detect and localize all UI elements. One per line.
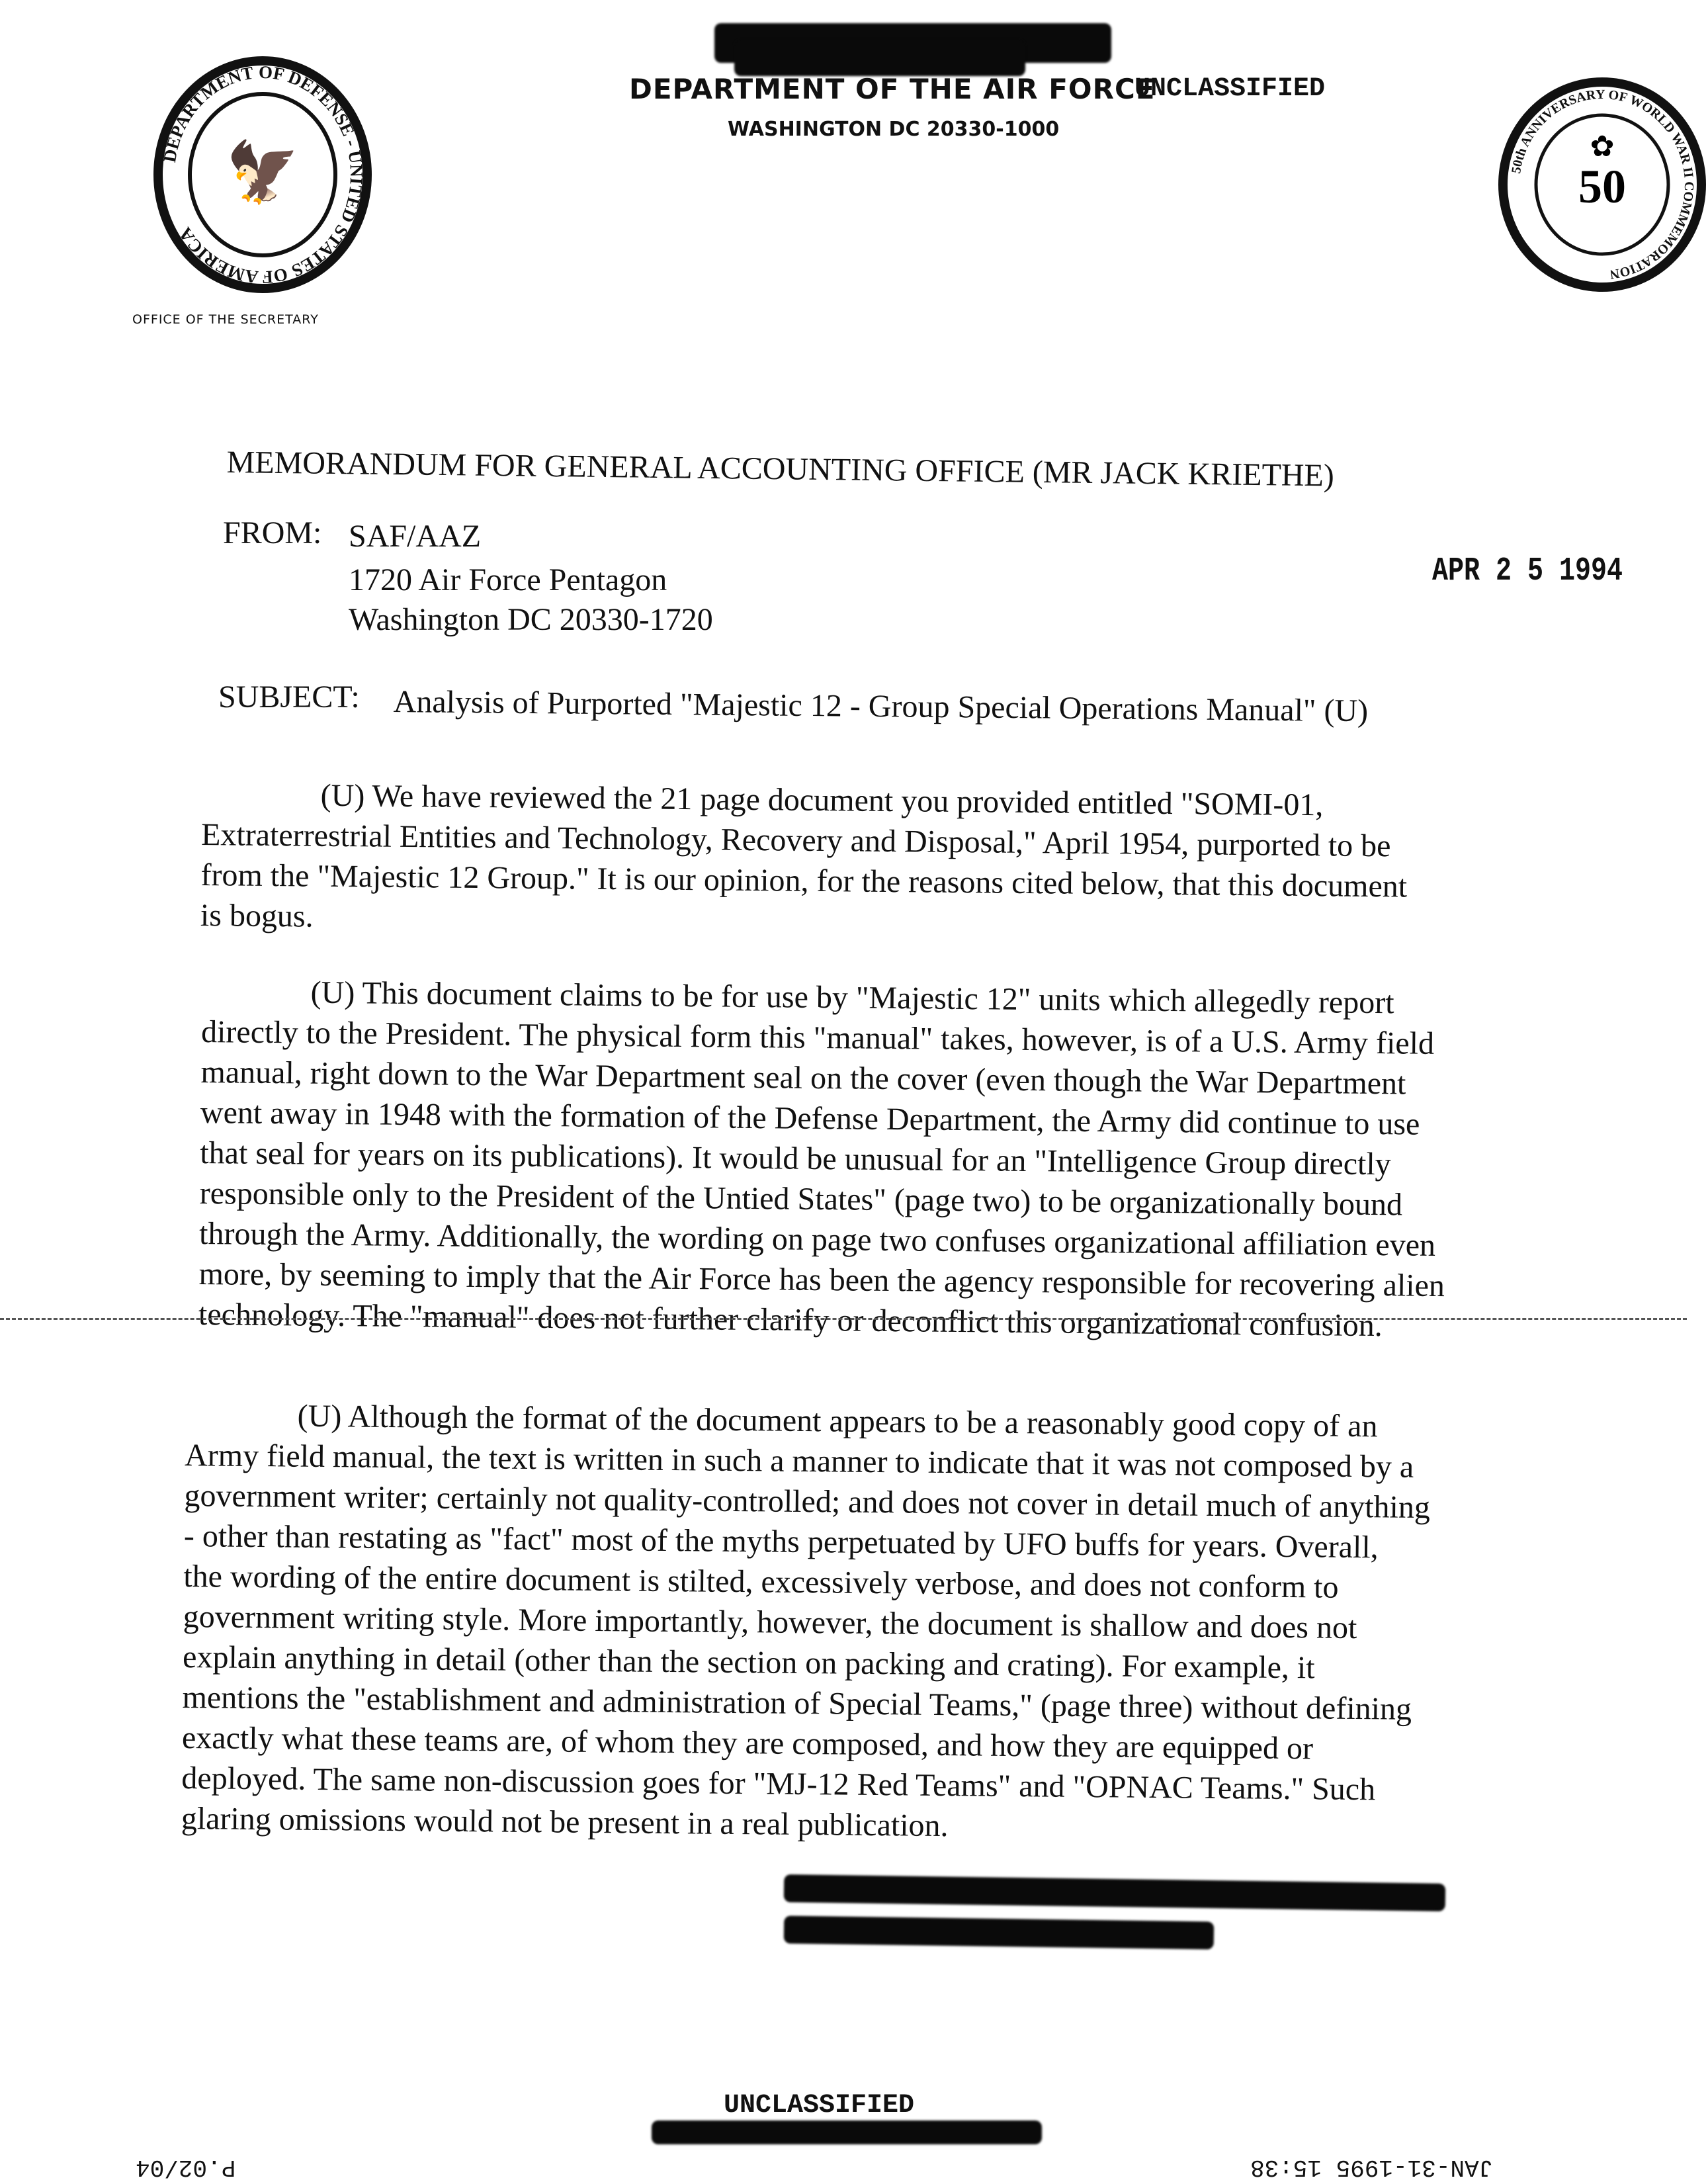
paragraph-line: more, by seeming to imply that the Air Force has been the agency responsible for recovering alien [198, 1256, 1445, 1304]
paragraph-line: through the Army. Additionally, the wording on page two confuses organizational affiliation even [198, 1215, 1436, 1263]
paragraph-line: mentions the "establishment and administration of Special Teams," (page three) without defining [182, 1679, 1412, 1727]
eagle-icon: 🦅 [225, 140, 300, 206]
paragraph-line: is bogus. [200, 897, 314, 934]
fax-timestamp: JAN-31-1995 15:38 [1250, 2154, 1494, 2181]
paragraph-2 [198, 971, 1448, 1346]
paragraph-line: responsible only to the President of the Untied States" (page two) to be organizationally bound [199, 1175, 1403, 1223]
redaction-bottom [652, 2120, 1042, 2144]
dod-seal-logo [153, 57, 372, 292]
paragraph-line: exactly what these teams are, of whom they are composed, and how they are equipped or [181, 1720, 1314, 1767]
from-office: SAF/AAZ [349, 519, 482, 554]
paragraph-line: government writing style. More importantly, however, the document is shallow and does not [183, 1598, 1357, 1646]
paragraph-line: (U) Although the format of the document appears to be a reasonably good copy of an [297, 1398, 1378, 1444]
left-seal-text-path: DEPARTMENT OF DEFENSE - UNITED STATES OF AMERICA [159, 62, 367, 288]
from-label: FROM: [223, 515, 322, 550]
ww2-anniversary-seal-logo [1496, 77, 1708, 292]
paragraph-line: glaring omissions would not be present in a real publication. [181, 1800, 949, 1844]
paragraph-line: from the "Majestic 12 Group." It is our opinion, for the reasons cited below, that this document [200, 857, 1408, 904]
star-icon: ✿ [1590, 130, 1615, 163]
classification-top: UNCLASSIFIED [1134, 74, 1326, 104]
redaction-signature-2 [784, 1915, 1215, 1949]
paragraph-line: deployed. The same non-discussion goes for "MJ-12 Red Teams" and "OPNAC Teams." Such [181, 1760, 1376, 1808]
paragraph-line: manual, right down to the War Department seal on the cover (even though the War Department [200, 1054, 1406, 1102]
paragraph-line: that seal for years on its publications). It would be unusual for an "Intelligence Group directly [200, 1135, 1391, 1182]
paragraph-line: government writer; certainly not quality-controlled; and does not cover in detail much of anything [184, 1477, 1431, 1526]
paragraph-line: explain anything in detail (other than the section on packing and crating). For example, it [182, 1639, 1315, 1686]
department-address: WASHINGTON DC 20330-1000 [728, 118, 1060, 141]
office-name: OFFICE OF THE SECRETARY [132, 312, 319, 327]
from-address-2: Washington DC 20330-1720 [349, 602, 713, 637]
paragraph-line: Extraterrestrial Entities and Technology, Recovery and Disposal," April 1954, purported to be [200, 816, 1391, 864]
paragraph-3 [181, 1395, 1431, 1851]
paragraph-1 [200, 774, 1408, 947]
seal-number: 50 [1578, 160, 1626, 213]
redaction-top-2 [734, 40, 1025, 76]
from-address-1: 1720 Air Force Pentagon [349, 562, 667, 597]
date-stamp: APR 2 5 1994 [1432, 552, 1623, 590]
paragraph-line: went away in 1948 with the formation of the Defense Department, the Army did continue to use [200, 1094, 1420, 1142]
memo-to: MEMORANDUM FOR GENERAL ACCOUNTING OFFICE (MR JACK KRIETHE) [226, 444, 1335, 494]
classification-bottom: UNCLASSIFIED [724, 2091, 915, 2120]
paragraph-line: (U) This document claims to be for use by "Majestic 12" units which allegedly report [310, 975, 1394, 1021]
paragraph-line: the wording of the entire document is stilted, excessively verbose, and does not conform to [183, 1558, 1339, 1605]
paragraph-line: technology. The "manual" does not further clarify or deconflict this organizational confusion. [198, 1296, 1383, 1344]
right-seal-text-path: 50th ANNIVERSARY OF WORLD WAR II COMMEMORATION [1509, 87, 1697, 282]
department-name: DEPARTMENT OF THE AIR FORCE [629, 73, 1156, 105]
subject-text: Analysis of Purported "Majestic 12 - Group Special Operations Manual" (U) [393, 683, 1369, 729]
subject-label: SUBJECT: [218, 679, 360, 715]
fax-scan-line [0, 1318, 1687, 1320]
paragraph-line: directly to the President. The physical form this "manual" takes, however, is of a U.S. Army field [200, 1014, 1435, 1061]
fax-page-number: P.02/04 [136, 2154, 236, 2181]
redaction-signature-1 [784, 1874, 1445, 1911]
paragraph-line: Army field manual, the text is written in such a manner to indicate that it was not composed by a [184, 1437, 1414, 1485]
paragraph-line: (U) We have reviewed the 21 page document you provided entitled "SOMI-01, [320, 777, 1324, 823]
paragraph-line: - other than restating as "fact" most of the myths perpetuated by UFO buffs for years. Overall, [183, 1518, 1379, 1565]
